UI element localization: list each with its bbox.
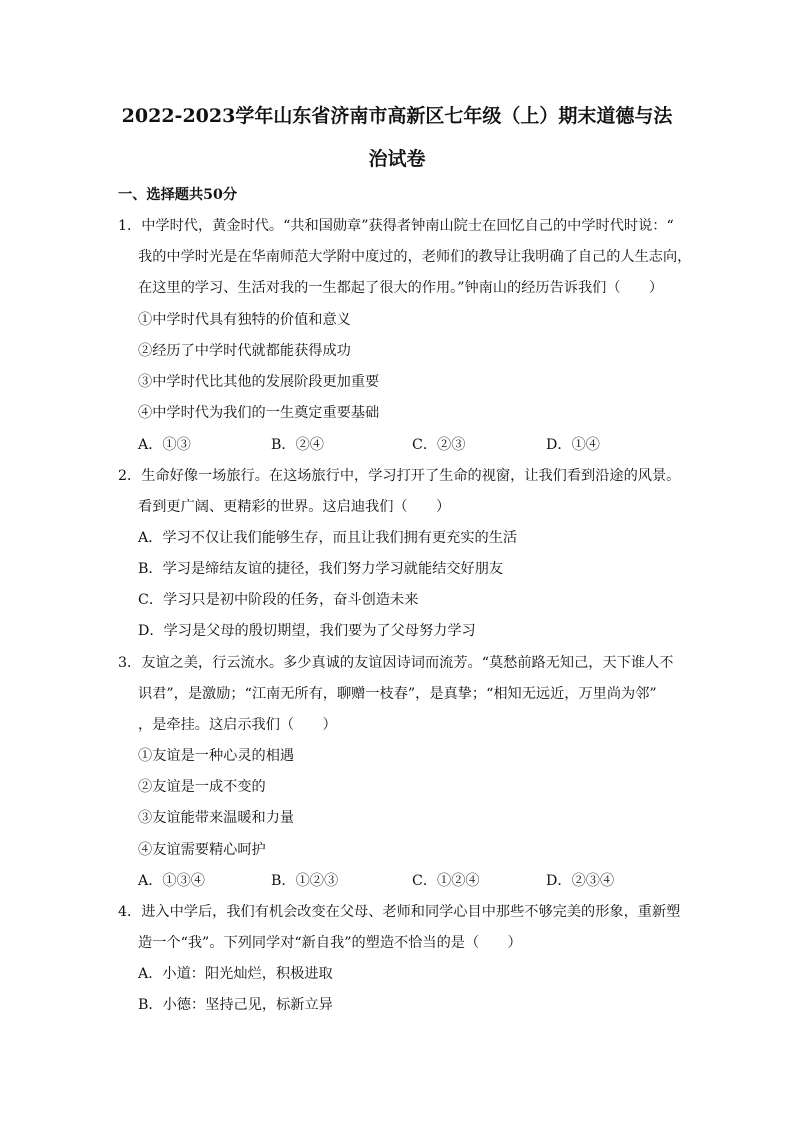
question-1-item-1: ①中学时代具有独特的价值和意义 [138, 312, 351, 328]
question-1-line-3: 在这里的学习、生活对我的一生都起了很大的作用。”钟南山的经历告诉我们（ ） [138, 280, 664, 296]
exam-title-line-1: 2022-2023学年山东省济南市高新区七年级（上）期末道德与法 [121, 105, 673, 127]
question-3-option-d: D．②③④ [546, 873, 615, 889]
question-3-item-2: ②友谊是一成不变的 [138, 779, 266, 795]
question-3-line-1: 3．友谊之美，行云流水。多少真诚的友谊因诗词而流芳。“莫愁前路无知己，天下谁人不 [118, 655, 674, 671]
question-4-option-a: A．小道：阳光灿烂，积极进取 [138, 966, 333, 982]
question-2-option-c: C．学习只是初中阶段的任务，奋斗创造未来 [138, 592, 419, 608]
question-2-option-a: A．学习不仅让我们能够生存，而且让我们拥有更充实的生活 [138, 530, 518, 546]
question-1-item-3: ③中学时代比其他的发展阶段更加重要 [138, 374, 380, 390]
exam-title-line-2: 治试卷 [368, 148, 426, 170]
question-1-option-a: A．①③ [138, 437, 191, 453]
question-3-option-b: B．①②③ [271, 873, 339, 889]
question-1-option-d: D．①④ [546, 437, 600, 453]
question-3-item-3: ③友谊能带来温暖和力量 [138, 810, 295, 826]
question-3-option-c: C．①②④ [412, 873, 480, 889]
question-4-line-2: 造一个“我”。下列同学对“新自我”的塑造不恰当的是（ ） [138, 935, 522, 951]
question-2-option-b: B．学习是缔结友谊的捷径，我们努力学习就能结交好朋友 [138, 561, 504, 577]
question-1-line-1: 1．中学时代，黄金时代。“共和国勋章”获得者钟南山院士在回忆自己的中学时代时说：“ [118, 218, 674, 234]
question-1-line-2: 我的中学时光是在华南师范大学附中度过的，老师们的教导让我明确了自己的人生志向， [138, 249, 692, 265]
question-2-line-2: 看到更广阔、更精彩的世界。这启迪我们（ ） [138, 499, 451, 515]
question-4-option-b: B．小德：坚持己见，标新立异 [138, 997, 333, 1013]
question-1-option-c: C．②③ [412, 437, 466, 453]
question-2-option-d: D．学习是父母的殷切期望，我们要为了父母努力学习 [138, 623, 476, 639]
question-1-option-b: B．②④ [271, 437, 324, 453]
question-1-item-2: ②经历了中学时代就都能获得成功 [138, 343, 351, 359]
question-3-option-a: A．①③④ [138, 873, 205, 889]
question-1-item-4: ④中学时代为我们的一生奠定重要基础 [138, 405, 380, 421]
question-3-item-1: ①友谊是一种心灵的相遇 [138, 748, 295, 764]
section-heading: 一、选择题共50分 [118, 187, 238, 203]
question-3-line-3: ，是牵挂。这启示我们（ ） [138, 717, 337, 733]
question-3-item-4: ④友谊需要精心呵护 [138, 842, 266, 858]
question-4-line-1: 4．进入中学后，我们有机会改变在父母、老师和同学心目中那些不够完美的形象，重新塑 [118, 904, 681, 920]
question-2-line-1: 2．生命好像一场旅行。在这场旅行中，学习打开了生命的视窗，让我们看到沿途的风景。 [118, 468, 681, 484]
question-3-line-2: 识君”，是激励；“江南无所有，聊赠一枝春”，是真挚；“相知无远近，万里尚为邻” [138, 686, 657, 702]
